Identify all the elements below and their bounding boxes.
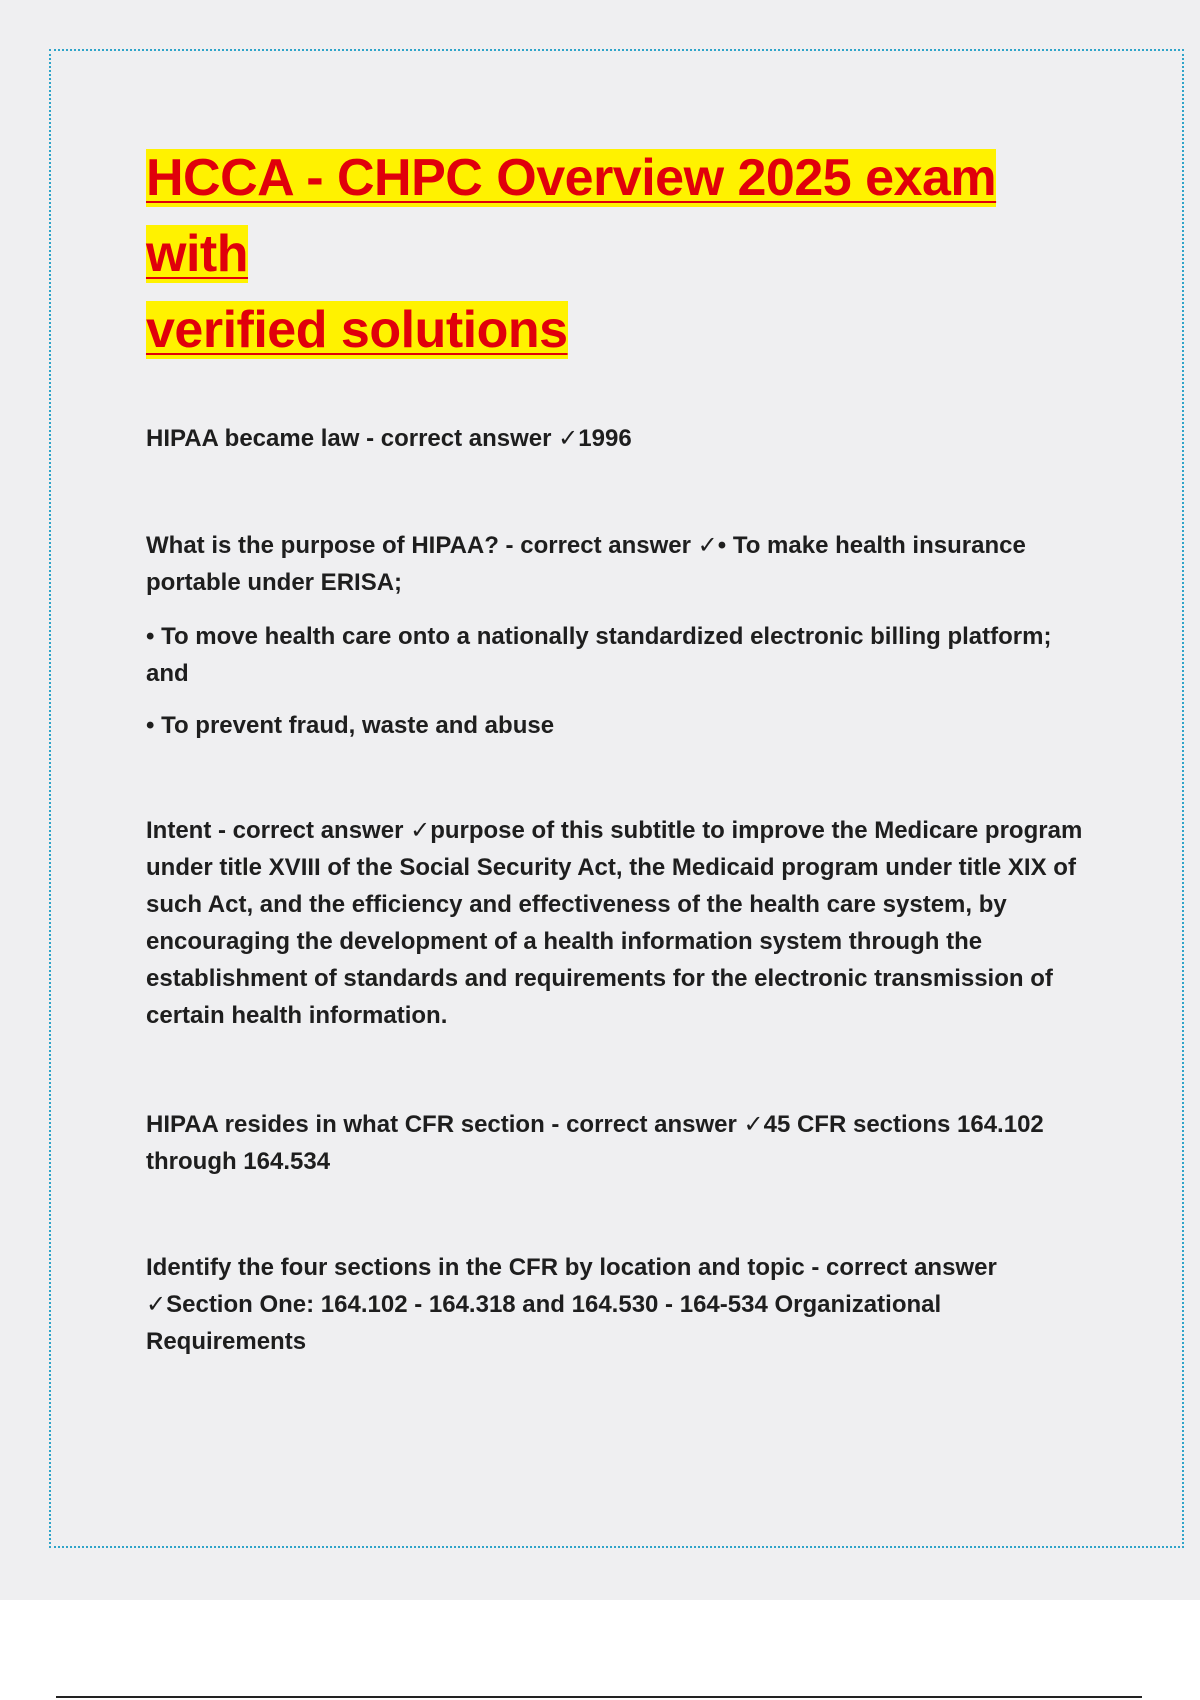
answer-text: Section One: 164.102 - 164.318 and 164.530 - 164-534 Organizational Requirements <box>146 1291 942 1355</box>
checkmark-icon: ✓ <box>410 816 431 844</box>
answer-text: 1996 <box>578 425 632 452</box>
question-text: HIPAA became law - correct answer <box>146 425 559 452</box>
checkmark-icon: ✓ <box>697 531 718 559</box>
answer-text: 45 CFR sections 164.102 through 164.534 <box>146 1111 1044 1175</box>
qa-item-2 <box>146 527 1096 601</box>
question-text: HIPAA resides in what CFR section - correct answer <box>146 1111 744 1138</box>
checkmark-icon: ✓ <box>558 424 579 452</box>
document-title <box>146 140 1096 368</box>
question-text: What is the purpose of HIPAA? - correct answer <box>146 532 698 559</box>
checkmark-icon: ✓ <box>743 1110 764 1138</box>
title-line-2: verified solutions <box>146 301 568 359</box>
footer-divider <box>56 1696 1142 1698</box>
qa-item-1 <box>146 420 632 457</box>
answer-text: • To make health insurance portable under ERISA; <box>146 532 1026 596</box>
qa-item-5 <box>146 1249 1096 1360</box>
title-line-1: HCCA - CHPC Overview 2025 exam with <box>146 149 997 283</box>
question-text: Intent - correct answer <box>146 817 411 844</box>
answer-text: purpose of this subtitle to improve the Medicare program under title XVIII of the Social Security Act, the Medicaid program under title XIX of such Act, and the efficiency and effectiveness of the health care system, by encouraging the development of a health information system through the establishment of standards and requirements for the electronic transmission of certain health information. <box>146 817 1083 1029</box>
checkmark-icon: ✓ <box>146 1290 167 1318</box>
document-content <box>146 140 1096 1355</box>
qa-item-3 <box>146 812 1096 1034</box>
question-text: Identify the four sections in the CFR by location and topic - correct answer <box>146 1254 997 1281</box>
bullet-item-1: • To move health care onto a nationally standardized electronic billing platform; and <box>146 623 1052 687</box>
bullet-item-2: • To prevent fraud, waste and abuse <box>146 712 555 739</box>
qa-item-4 <box>146 1106 1096 1180</box>
